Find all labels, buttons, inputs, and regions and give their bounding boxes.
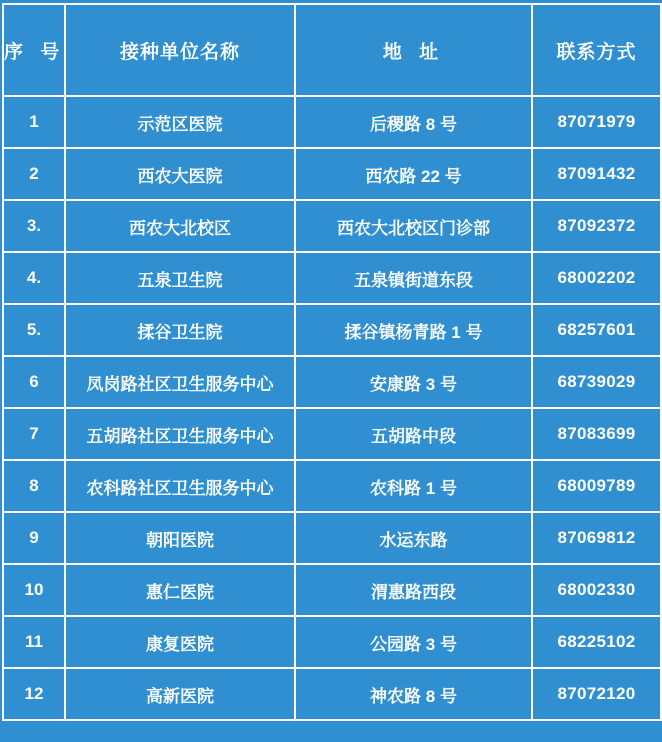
row-phone: 68225102 [532, 616, 661, 668]
table-row [3, 564, 661, 616]
row-index: 12 [3, 668, 65, 720]
row-address: 神农路 8 号 [295, 668, 532, 720]
row-unit-name: 农科路社区卫生服务中心 [65, 460, 295, 512]
row-index: 10 [3, 564, 65, 616]
row-address: 公园路 3 号 [295, 616, 532, 668]
row-phone: 87091432 [532, 148, 661, 200]
row-address: 揉谷镇杨青路 1 号 [295, 304, 532, 356]
row-address: 五胡路中段 [295, 408, 532, 460]
column-header-name-label: 接种单位名称 [119, 41, 240, 63]
table-row [3, 408, 661, 460]
table-row [3, 200, 661, 252]
row-phone: 87092372 [532, 200, 661, 252]
row-unit-name: 朝阳医院 [65, 512, 295, 564]
row-index: 3. [3, 200, 65, 252]
row-index: 5. [3, 304, 65, 356]
vaccination-units-table [2, 3, 662, 721]
column-header-phone [532, 4, 661, 96]
row-phone: 87071979 [532, 96, 661, 148]
row-address: 五泉镇街道东段 [295, 252, 532, 304]
row-phone: 68002202 [532, 252, 661, 304]
column-header-address [295, 4, 532, 96]
table-row [3, 252, 661, 304]
table-body [3, 96, 661, 720]
table-row [3, 512, 661, 564]
table-row [3, 304, 661, 356]
column-header-index-label: 序 号 [4, 41, 66, 63]
row-address: 后稷路 8 号 [295, 96, 532, 148]
row-unit-name: 凤岗路社区卫生服务中心 [65, 356, 295, 408]
table-row [3, 616, 661, 668]
table-row [3, 460, 661, 512]
table-header-row [3, 4, 661, 96]
row-index: 7 [3, 408, 65, 460]
column-header-phone-label: 联系方式 [556, 41, 637, 63]
row-phone: 68739029 [532, 356, 661, 408]
row-address: 西农大北校区门诊部 [295, 200, 532, 252]
row-phone: 87069812 [532, 512, 661, 564]
row-index: 6 [3, 356, 65, 408]
row-address: 安康路 3 号 [295, 356, 532, 408]
row-address: 渭惠路西段 [295, 564, 532, 616]
row-index: 9 [3, 512, 65, 564]
column-header-address-label: 地 址 [382, 41, 445, 63]
column-header-index [3, 4, 65, 96]
table-row [3, 356, 661, 408]
row-phone: 87072120 [532, 668, 661, 720]
row-unit-name: 高新医院 [65, 668, 295, 720]
row-unit-name: 康复医院 [65, 616, 295, 668]
row-index: 11 [3, 616, 65, 668]
row-unit-name: 西农大医院 [65, 148, 295, 200]
table-row [3, 668, 661, 720]
column-header-name [65, 4, 295, 96]
row-phone: 68009789 [532, 460, 661, 512]
row-address: 西农路 22 号 [295, 148, 532, 200]
row-unit-name: 示范区医院 [65, 96, 295, 148]
table-row [3, 148, 661, 200]
row-address: 农科路 1 号 [295, 460, 532, 512]
row-phone: 87083699 [532, 408, 661, 460]
row-index: 4. [3, 252, 65, 304]
row-unit-name: 惠仁医院 [65, 564, 295, 616]
row-index: 2 [3, 148, 65, 200]
table-header [3, 4, 661, 96]
row-phone: 68002330 [532, 564, 661, 616]
table-row [3, 96, 661, 148]
row-address: 水运东路 [295, 512, 532, 564]
row-unit-name: 五胡路社区卫生服务中心 [65, 408, 295, 460]
row-unit-name: 五泉卫生院 [65, 252, 295, 304]
row-index: 8 [3, 460, 65, 512]
row-phone: 68257601 [532, 304, 661, 356]
row-unit-name: 揉谷卫生院 [65, 304, 295, 356]
row-unit-name: 西农大北校区 [65, 200, 295, 252]
row-index: 1 [3, 96, 65, 148]
